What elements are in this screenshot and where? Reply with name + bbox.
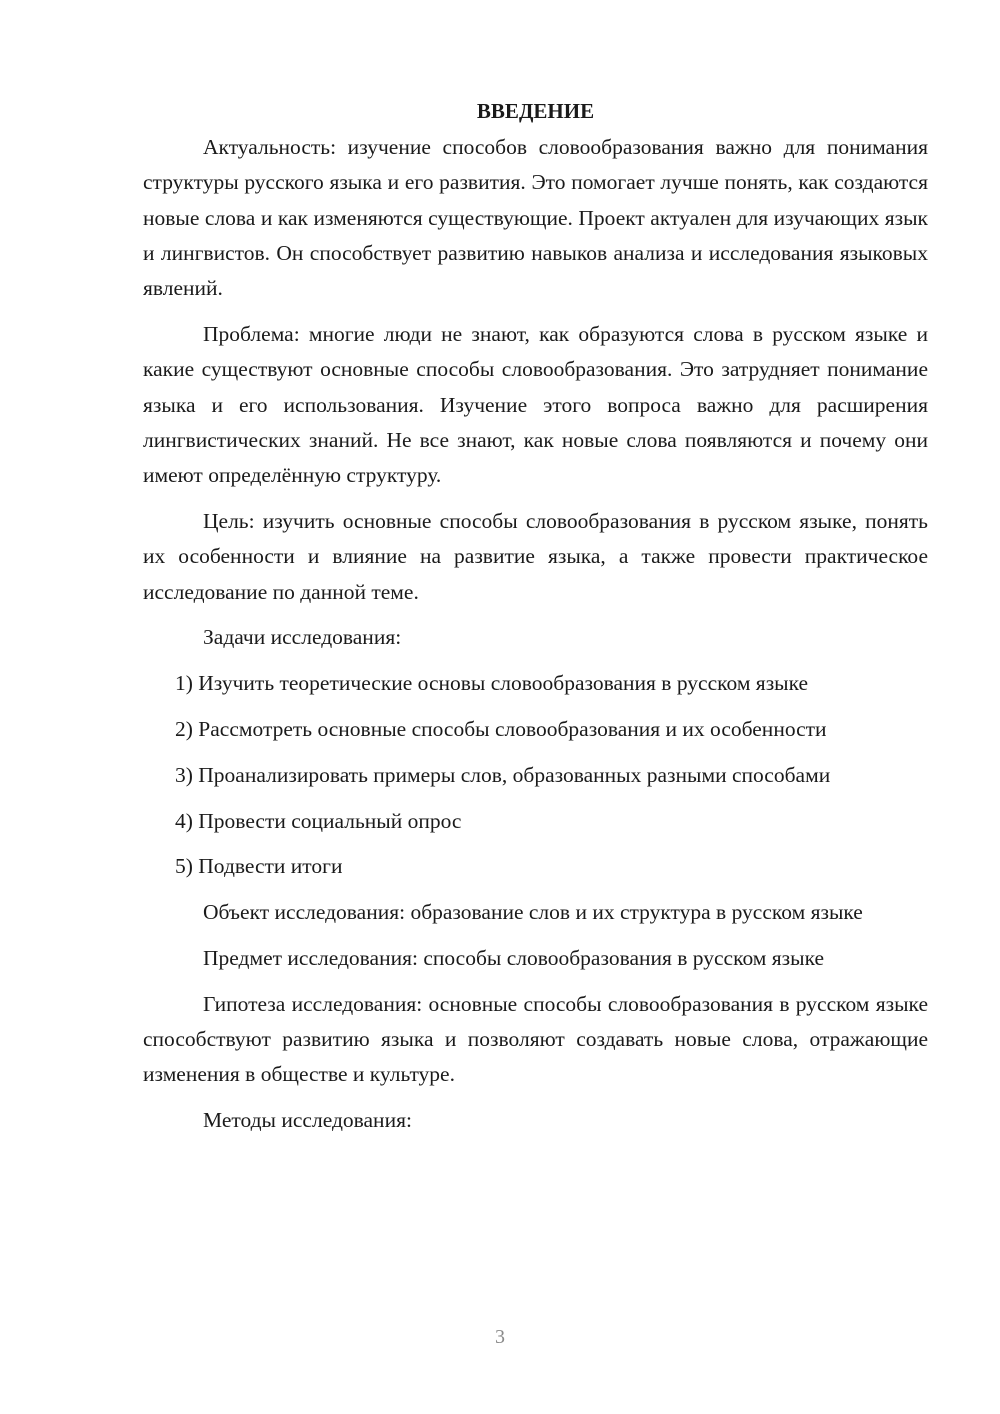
relevance-paragraph: Актуальность: изучение способов словообразования важно для понимания структуры русского языка и его развития. Это помогает лучше понять, как создаются новые слова и как изменяются существующие. Проект актуален для изучающих язык и лингвистов. Он способствует развитию навыков анализа и исследования языковых явлений.	[143, 135, 928, 301]
hypothesis-paragraph: Гипотеза исследования: основные способы словообразования в русском языке способствуют развитию языка и позволяют создавать новые слова, отражающие изменения в обществе и культуре.	[143, 991, 928, 1087]
tasks-heading: Задачи исследования:	[203, 625, 402, 650]
page-number: 3	[495, 1326, 505, 1348]
task-item-5: 5) Подвести итоги	[175, 854, 343, 879]
task-item-2: 2) Рассмотреть основные способы словообразования и их особенности	[175, 716, 827, 741]
object-paragraph: Объект исследования: образование слов и их структура в русском языке	[203, 900, 863, 925]
document-page	[143, 94, 928, 1149]
task-item-4: 4) Провести социальный опрос	[175, 808, 462, 833]
problem-paragraph: Проблема: многие люди не знают, как образуются слова в русском языке и какие существуют основные способы словообразования. Это затрудняет понимание языка и его использования. Изучение этого вопроса важно для расширения лингвистических знаний. Не все знают, как новые слова появляются и почему они имеют определённую структуру.	[143, 321, 928, 488]
task-item-3: 3) Проанализировать примеры слов, образованных разными способами	[175, 762, 831, 787]
subject-paragraph: Предмет исследования: способы словообразования в русском языке	[203, 945, 825, 970]
goal-paragraph: Цель: изучить основные способы словообразования в русском языке, понять их особенности и влияние на развитие языка, а также провести практическое исследование по данной теме.	[143, 508, 928, 604]
task-item-1: 1) Изучить теоретические основы словообразования в русском языке	[175, 671, 809, 696]
section-title: ВВЕДЕНИЕ	[476, 99, 595, 123]
methods-heading: Методы исследования:	[203, 1108, 412, 1133]
